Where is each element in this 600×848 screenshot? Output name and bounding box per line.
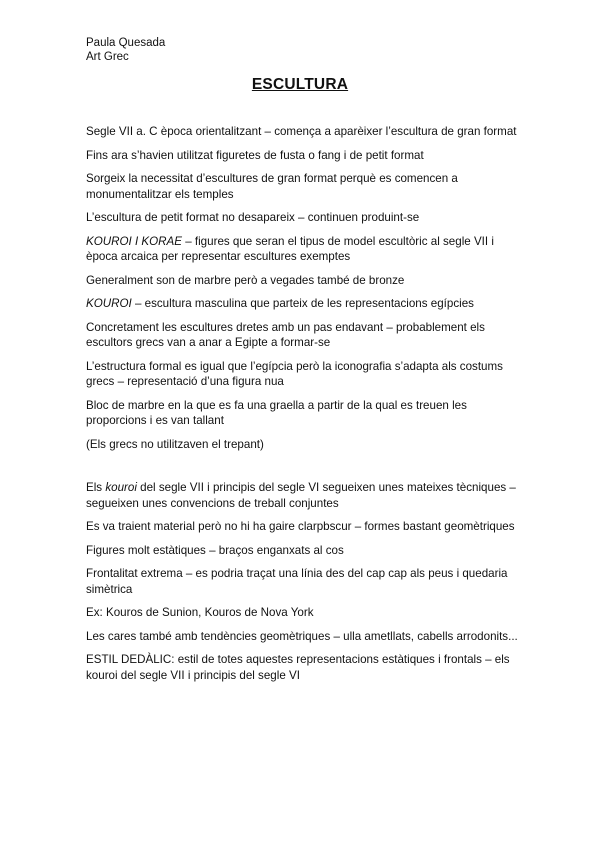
page-title: ESCULTURA <box>251 76 349 93</box>
paragraph: KOUROI – escultura masculina que parteix de les representacions egípcies <box>86 297 474 310</box>
paragraph: Fins ara s’havien utilitzat figuretes de fusta o fang i de petit format <box>86 148 424 162</box>
paragraph: Les cares també amb tendències geomètriques – ulla ametllats, cabells arrodonits... <box>86 629 518 643</box>
course-name: Art Grec <box>86 51 129 63</box>
paragraph: L’estructura formal es igual que l’egípcia però la iconografia s’adapta als costums grecs – representació d’una figura nua <box>86 359 503 388</box>
emphasis-term: KOUROI <box>86 297 132 310</box>
paragraph: Concretament les escultures dretes amb un pas endavant – probablement els escultors grecs van a anar a Egipte a formar-se <box>86 320 485 349</box>
paragraph: KOUROI I KORAE – figures que seran el tipus de model escultòric al segle VII i època arcaica per representar escultures exemptes <box>86 234 494 263</box>
paragraph: Bloc de marbre en la que es fa una graella a partir de la qual es treuen les proporcions i es van tallant <box>86 398 467 427</box>
paragraph: (Els grecs no utilitzaven el trepant) <box>86 437 264 451</box>
paragraph: Sorgeix la necessitat d’escultures de gran format perquè es comencen a monumentalitzar els temples <box>86 172 458 201</box>
paragraph: Ex: Kouros de Sunion, Kouros de Nova York <box>86 606 314 619</box>
paragraph: Frontalitat extrema – es podria traçat una línia des del cap cap als peus i quedaria simètrica <box>86 567 508 596</box>
author-name: Paula Quesada <box>86 37 166 49</box>
paragraph: Els kouroi del segle VII i principis del segle VI segueixen unes mateixes tècniques – segueixen unes convencions de treball conjuntes <box>86 481 516 510</box>
paragraph: Es va traient material però no hi ha gaire clarpbscur – formes bastant geomètriques <box>86 520 515 533</box>
paragraph: Segle VII a. C època orientalitzant – comença a aparèixer l’escultura de gran format <box>86 125 517 138</box>
document-body <box>86 124 518 691</box>
paragraph: ESTIL DEDÀLIC: estil de totes aquestes representacions estàtiques i frontals – els kouroi del segle VII i principis del segle VI <box>86 653 510 682</box>
paragraph: L’escultura de petit format no desapareix – continuen produint-se <box>86 211 420 224</box>
paragraph: Generalment son de marbre però a vegades també de bronze <box>86 273 405 287</box>
emphasis-term: kouroi <box>105 481 137 494</box>
emphasis-term: KOUROI I KORAE <box>86 234 182 248</box>
paragraph: Figures molt estàtiques – braços enganxats al cos <box>86 543 344 557</box>
document-header <box>86 36 165 64</box>
